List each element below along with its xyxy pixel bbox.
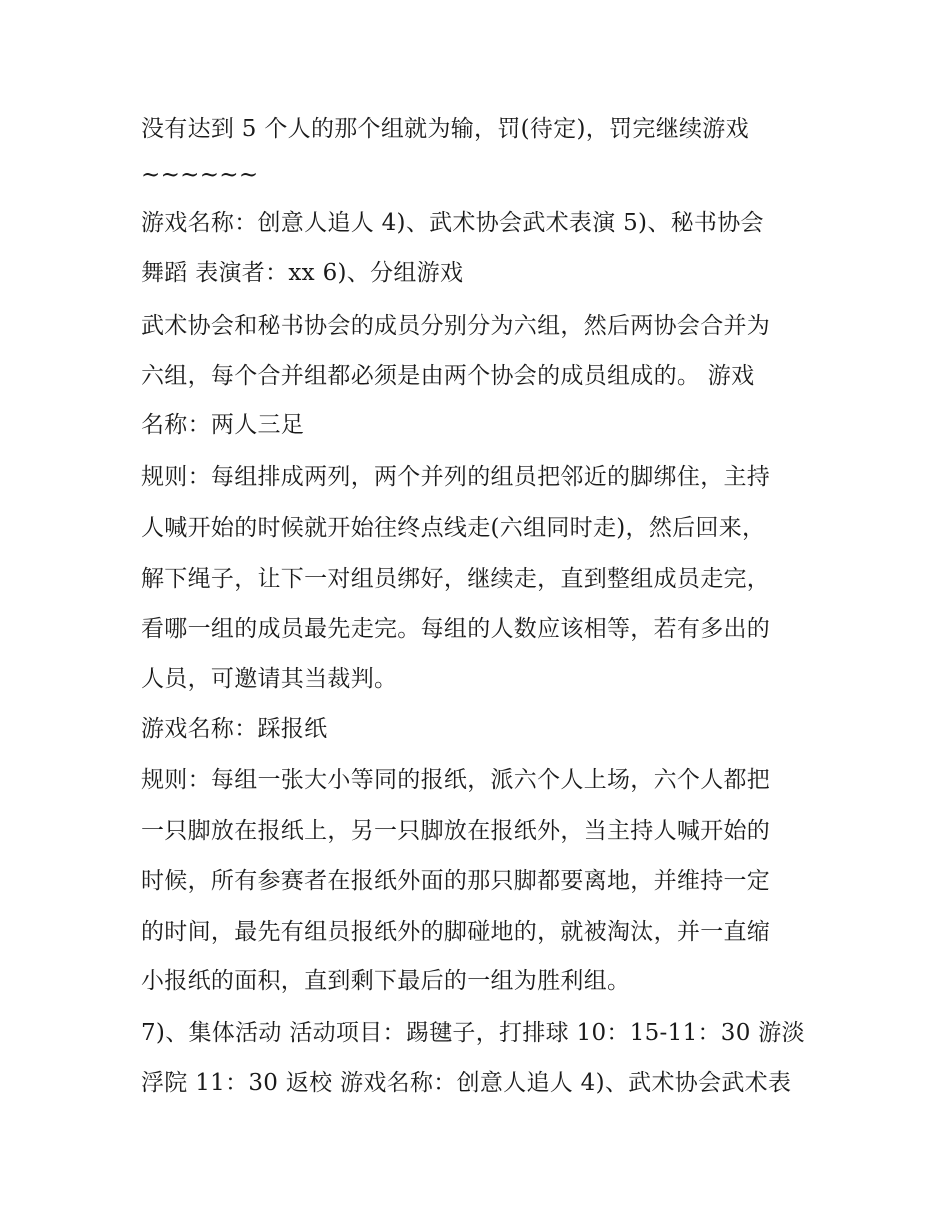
text-line: 人喊开始的时候就开始往终点线走(六组同时走)，然后回来， xyxy=(141,515,766,541)
text-line: 舞蹈 表演者：xx 6)、分组游戏 xyxy=(141,260,464,286)
text-line: 规则：每组排成两列，两个并列的组员把邻近的脚绑住，主持 xyxy=(141,464,771,490)
text-line: 小报纸的面积，直到剩下最后的一组为胜利组。 xyxy=(141,968,631,994)
text-line: 人员，可邀请其当裁判。 xyxy=(141,666,398,692)
text-line: 六组，每个合并组都必须是由两个协会的成员组成的。 游戏 xyxy=(141,363,755,389)
text-line: 看哪一组的成员最先走完。每组的人数应该相等，若有多出的 xyxy=(141,616,771,642)
text-line: ~~~~~~ xyxy=(141,162,259,188)
text-line: 游戏名称：踩报纸 xyxy=(141,716,328,742)
text-line: 时候，所有参赛者在报纸外面的那只脚都要离地，并维持一定 xyxy=(141,868,771,894)
text-line: 的时间，最先有组员报纸外的脚碰地的，就被淘汰，并一直缩 xyxy=(141,919,771,945)
text-line: 浮院 11：30 返校 游戏名称：创意人追人 4)、武术协会武术表 xyxy=(141,1070,792,1096)
text-line: 一只脚放在报纸上，另一只脚放在报纸外，当主持人喊开始的 xyxy=(141,818,771,844)
text-line: 没有达到 5 个人的那个组就为输，罚(待定)，罚完继续游戏 xyxy=(141,116,749,142)
text-line: 规则：每组一张大小等同的报纸，派六个人上场，六个人都把 xyxy=(141,767,771,793)
text-line: 名称：两人三足 xyxy=(141,412,305,438)
text-line: 解下绳子，让下一对组员绑好，继续走，直到整组成员走完， xyxy=(141,566,771,592)
text-line: 游戏名称：创意人追人 4)、武术协会武术表演 5)、秘书协会 xyxy=(141,210,764,236)
text-line: 7)、集体活动 活动项目：踢毽子，打排球 10：15-11：30 游淡 xyxy=(141,1020,805,1046)
text-line: 武术协会和秘书协会的成员分别分为六组，然后两协会合并为 xyxy=(141,313,771,339)
